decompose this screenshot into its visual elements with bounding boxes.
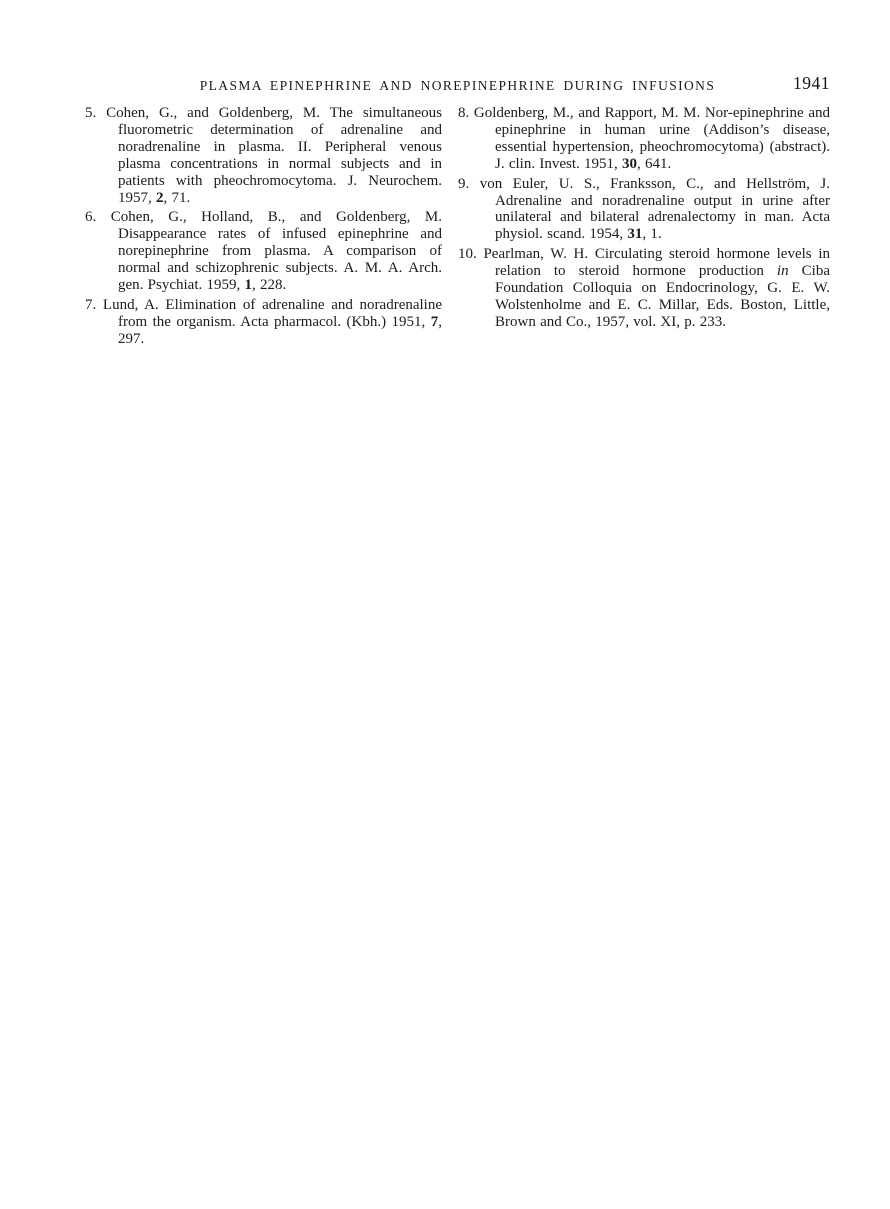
reference-item-5	[85, 105, 442, 206]
reference-text: Lund, A. Elimination of adrenaline and noradrenaline from the organism. Acta pharmacol. (Kbh.) 1951,	[96, 296, 442, 330]
reference-item-8	[458, 105, 830, 173]
volume-number: 1	[244, 277, 252, 294]
reference-number: 10.	[458, 246, 477, 263]
reference-item-6	[85, 209, 442, 294]
reference-number: 9.	[458, 175, 470, 192]
reference-item-9	[458, 176, 830, 244]
italic-word: in	[776, 263, 789, 280]
reference-text: , 297.	[118, 313, 442, 347]
reference-item-7	[85, 297, 442, 348]
reference-number: 7.	[85, 296, 97, 313]
reference-text: von Euler, U. S., Franksson, C., and Hellström, J. Adrenaline and noradrenaline output in urine after unilateral and bilateral adrenalectomy in man. Acta physiol. scand. 1954,	[469, 175, 830, 243]
references-left-column	[85, 105, 442, 351]
references-section	[85, 105, 830, 351]
reference-text: Ciba Foundation Colloquia on Endocrinology, G. E. W. Wolstenholme and E. C. Millar, Eds. Boston, Little, Brown and Co., 1957, vol. XI, p. 233.	[495, 263, 830, 330]
reference-number: 6.	[85, 209, 97, 226]
reference-text: Cohen, G., Holland, B., and Goldenberg, M. Disappearance rates of infused epinephrine and norepinephrine from plasma. A comparison of normal and schizophrenic subjects. A. M. A. Arch. gen. Psychiat. 1959,	[96, 209, 442, 294]
reference-text: , 641.	[637, 155, 672, 172]
reference-text: Pearlman, W. H. Circulating steroid hormone levels in relation to steroid hormone production	[476, 246, 830, 280]
volume-number: 7	[430, 313, 439, 330]
running-title: PLASMA EPINEPHRINE AND NOREPINEPHRINE DURING INFUSIONS	[199, 78, 716, 93]
page-header	[85, 73, 830, 98]
reference-text: Goldenberg, M., and Rapport, M. M. Nor-epinephrine and epinephrine in human urine (Addison’s disease, essential hypertension, pheochromocytoma) (abstract). J. clin. Invest. 1951,	[469, 105, 830, 172]
volume-number: 2	[156, 189, 164, 206]
reference-text: Cohen, G., and Goldenberg, M. The simultaneous fluorometric determination of adrenaline and noradrenaline in plasma. II. Peripheral venous plasma concentrations in normal subjects and in patients with pheochromocytoma. J. Neurochem. 1957,	[96, 105, 442, 206]
reference-number: 5.	[85, 105, 97, 121]
reference-number: 8.	[458, 105, 470, 121]
volume-number: 30	[622, 155, 637, 172]
page-number: 1941	[793, 73, 830, 93]
volume-number: 31	[627, 226, 643, 243]
reference-text: , 71.	[163, 189, 191, 206]
reference-text: , 1.	[642, 226, 662, 243]
reference-text: , 228.	[252, 277, 287, 294]
references-right-column	[458, 105, 830, 351]
reference-item-10	[458, 246, 830, 331]
